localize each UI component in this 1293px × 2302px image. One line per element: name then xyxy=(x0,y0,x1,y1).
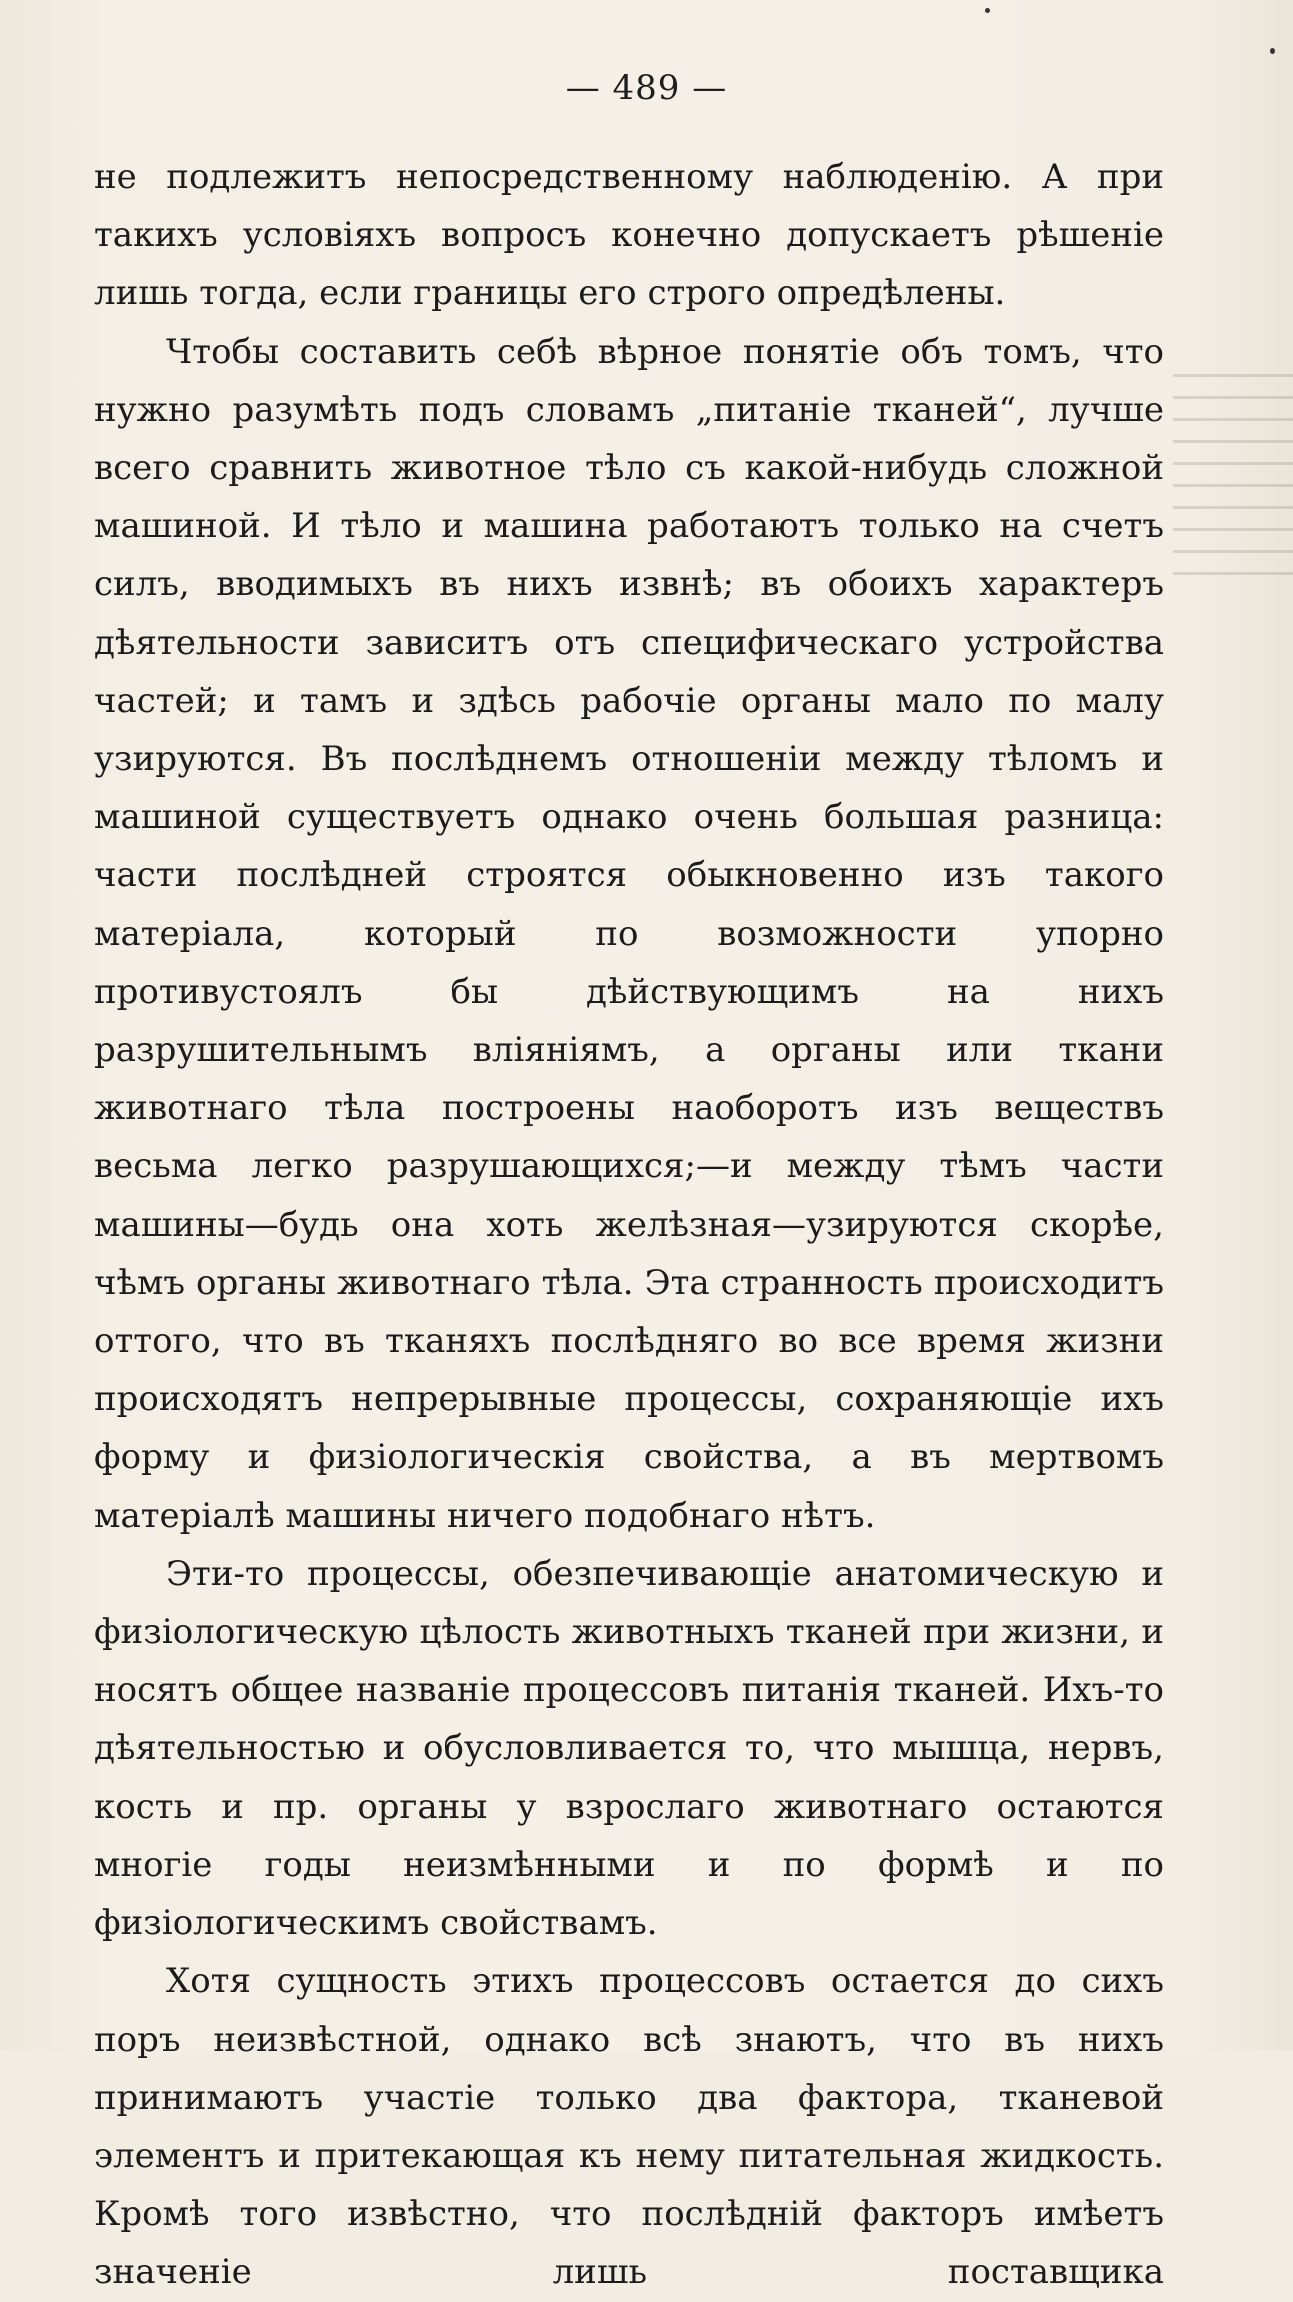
paper-speck xyxy=(1270,48,1275,54)
paragraph-2: Чтобы составить себѣ вѣрное понятіе объ томъ, что нужно разумѣть подъ словамъ „питаніе тканей“, лучше всего сравнить животное тѣло съ какой-нибудь сложной машиной. И тѣло и машина работаютъ только на счетъ силъ, вводимыхъ въ нихъ извнѣ; въ обоихъ характеръ дѣятельности зависитъ отъ специфическаго устройства частей; и тамъ и здѣсь рабочіе органы мало по малу узируются. Въ послѣднемъ отношеніи между тѣломъ и машиной существуетъ однако очень большая разница: части послѣдней строятся обыкновенно изъ такого матеріала, который по возможности упорно противустоялъ бы дѣйствующимъ на нихъ разрушительнымъ вліяніямъ, а органы или ткани животнаго тѣла построены наоборотъ изъ веществъ весьма легко разрушающихся;—и между тѣмъ части машины—будь она хоть желѣзная—узируются скорѣе, чѣмъ органы животнаго тѣла. Эта странность происходитъ оттого, что въ тканяхъ послѣдняго во все время жизни происходятъ непрерывные процессы, сохраняющіе ихъ форму и физіологическія свойства, а въ мертвомъ матеріалѣ машины ничего подобнаго нѣтъ. xyxy=(94,331,1164,1536)
paper-speck xyxy=(985,8,990,13)
page-number: — 489 — xyxy=(565,68,728,108)
bleed-through-shadow xyxy=(1173,360,1293,580)
paragraph-1: не подлежитъ непосредственному наблюденію. А при такихъ условіяхъ вопросъ конечно допускаетъ рѣшеніе лишь тогда, если границы его строго опредѣлены. xyxy=(94,157,1164,314)
paragraph-3: Эти-то процессы, обезпечивающіе анатомическую и физіологическую цѣлость животныхъ тканей при жизни, и носятъ общее названіе процессовъ питанія тканей. Ихъ-то дѣятельностью и обусловливается то, что мышца, нервъ, кость и пр. органы у взрослаго животнаго остаются многіе годы неизмѣнными и по формѣ и по физіологическимъ свойствамъ. xyxy=(94,1553,1164,1944)
body-text xyxy=(94,148,1164,2302)
paragraph-4: Хотя сущность этихъ процессовъ остается до сихъ поръ неизвѣстной, однако всѣ знаютъ, что въ нихъ принимаютъ участіе только два фактора, тканевой элементъ и притекающая къ нему питательная жидкость. Кромѣ того извѣстно, что послѣдній факторъ имѣетъ значеніе лишь поставщика xyxy=(94,1961,1164,2293)
